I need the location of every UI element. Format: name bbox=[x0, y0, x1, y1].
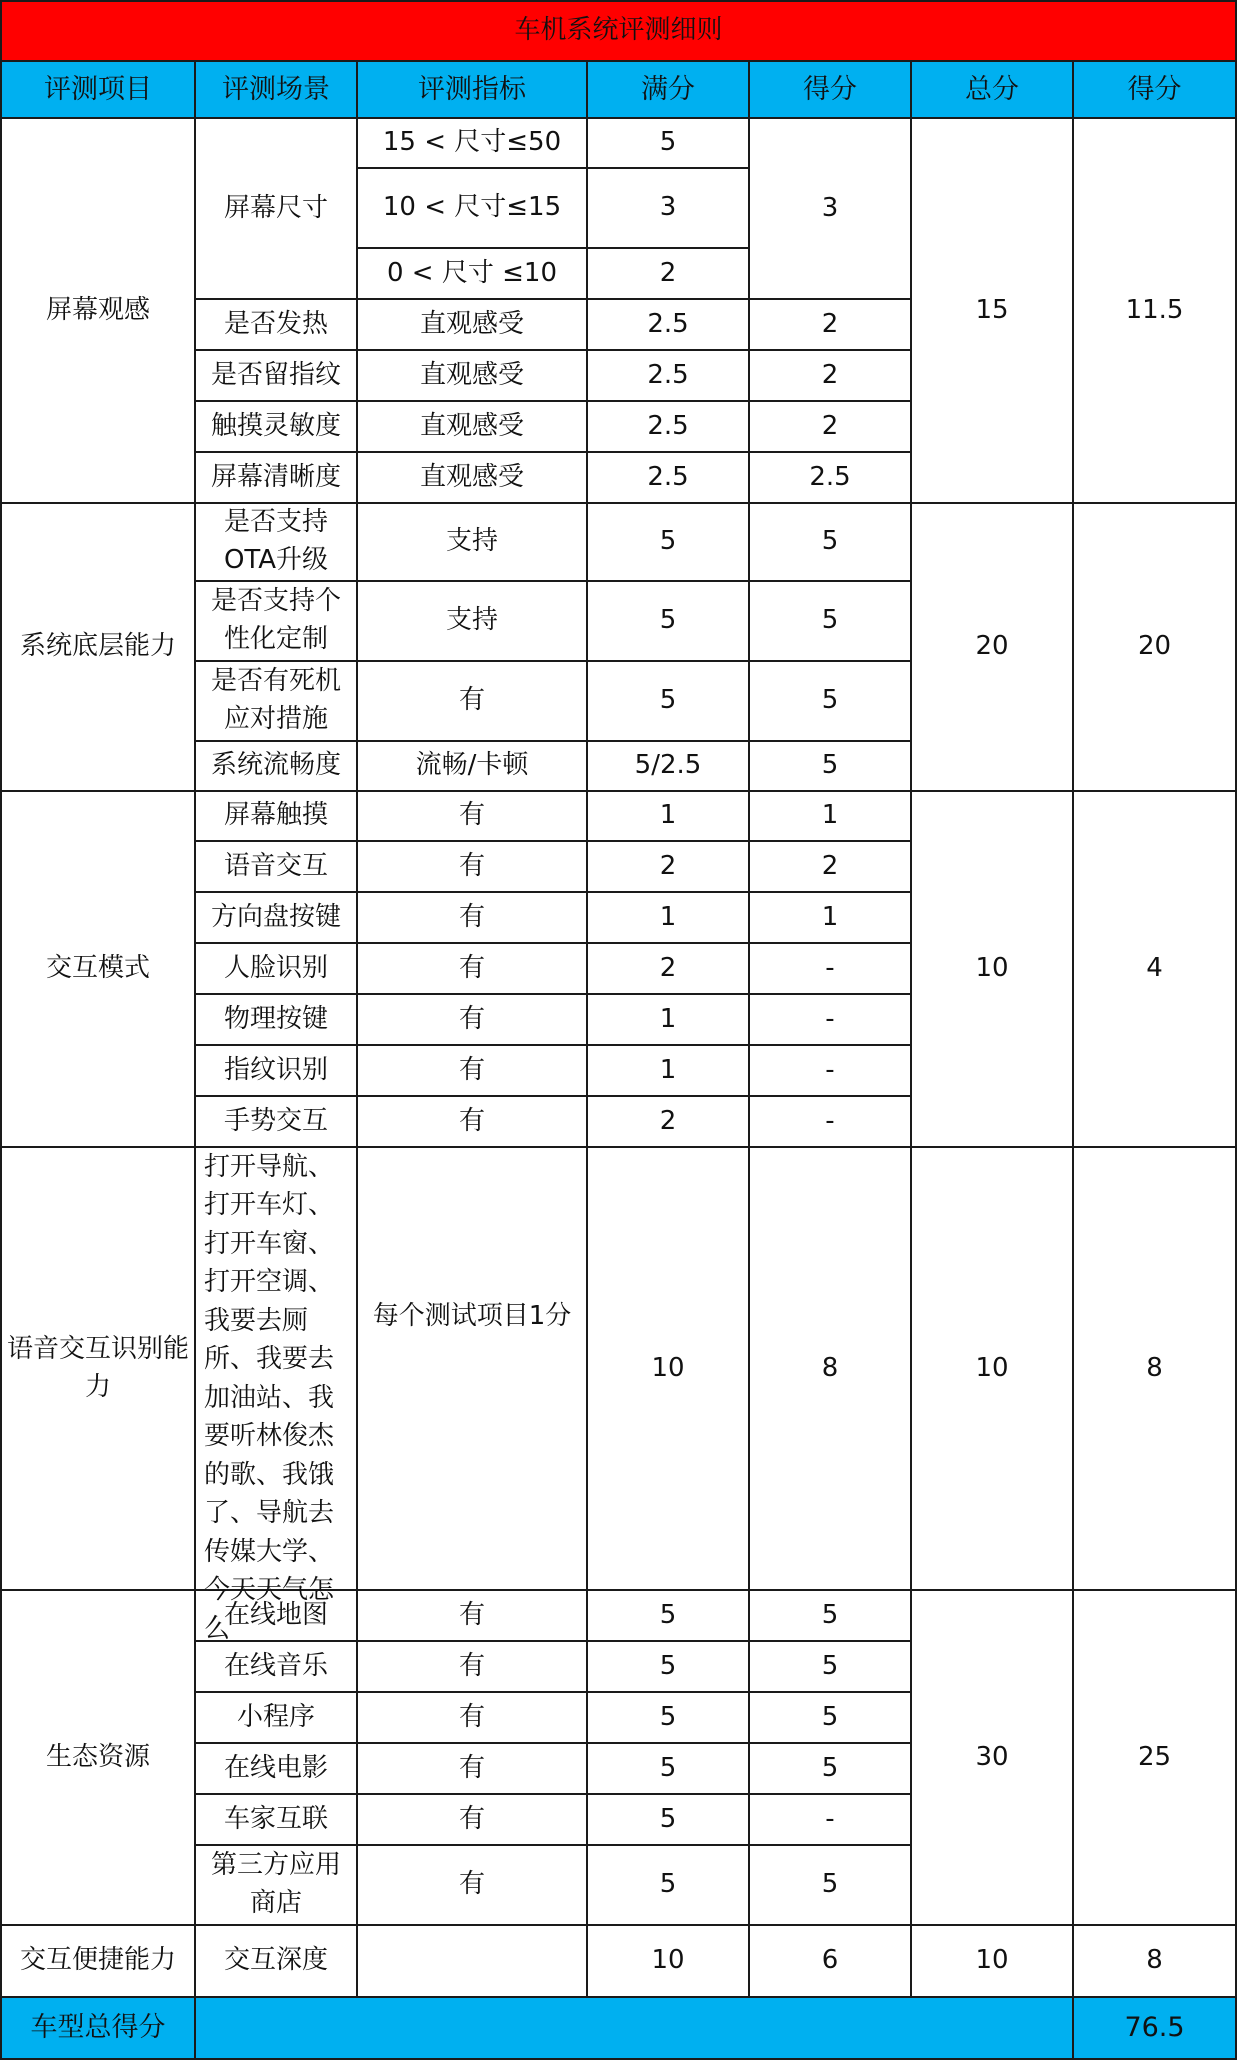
header-cell: 评测项目 bbox=[1, 61, 195, 118]
indicator-cell: 有 bbox=[357, 1794, 587, 1845]
scene-cell: 方向盘按键 bbox=[195, 892, 357, 943]
score-cell: 5 bbox=[749, 1692, 911, 1743]
total-cell: 10 bbox=[911, 1925, 1073, 1997]
full-score-cell: 1 bbox=[587, 791, 749, 841]
full-score-cell: 5 bbox=[587, 661, 749, 741]
scene-cell: 第三方应用商店 bbox=[195, 1845, 357, 1925]
total-cell: 20 bbox=[911, 503, 1073, 791]
indicator-cell: 流畅/卡顿 bbox=[357, 741, 587, 791]
indicator-cell: 0 < 尺寸 ≤10 bbox=[357, 248, 587, 299]
score-cell: 5 bbox=[749, 1845, 911, 1925]
score-cell: 1 bbox=[749, 892, 911, 943]
total-cell: 10 bbox=[911, 1147, 1073, 1590]
total-cell: 30 bbox=[911, 1590, 1073, 1925]
full-score-cell: 2.5 bbox=[587, 350, 749, 401]
full-score-cell: 10 bbox=[587, 1147, 749, 1590]
indicator-cell: 支持 bbox=[357, 503, 587, 581]
full-score-cell: 5 bbox=[587, 1845, 749, 1925]
scene-cell: 是否支持个性化定制 bbox=[195, 581, 357, 661]
indicator-cell: 支持 bbox=[357, 581, 587, 661]
header-cell: 总分 bbox=[911, 61, 1073, 118]
full-score-cell: 3 bbox=[587, 168, 749, 248]
scene-cell: 系统流畅度 bbox=[195, 741, 357, 791]
score-cell: - bbox=[749, 943, 911, 994]
item-cell: 语音交互识别能力 bbox=[1, 1147, 195, 1590]
table-row bbox=[1, 791, 1236, 841]
indicator-cell: 有 bbox=[357, 1590, 587, 1641]
scene-cell: 语音交互 bbox=[195, 841, 357, 892]
scene-cell: 是否发热 bbox=[195, 299, 357, 350]
scene-cell: 交互深度 bbox=[195, 1925, 357, 1997]
full-score-cell: 1 bbox=[587, 994, 749, 1045]
item-cell: 系统底层能力 bbox=[1, 503, 195, 791]
scene-cell: 触摸灵敏度 bbox=[195, 401, 357, 452]
indicator-cell: 直观感受 bbox=[357, 299, 587, 350]
table-row bbox=[1, 1925, 1236, 1997]
score-cell: 8 bbox=[749, 1147, 911, 1590]
header-cell: 得分 bbox=[1073, 61, 1236, 118]
total-cell: 15 bbox=[911, 118, 1073, 503]
full-score-cell: 5 bbox=[587, 1692, 749, 1743]
scene-cell: 屏幕清晰度 bbox=[195, 452, 357, 503]
score-cell: 5 bbox=[749, 661, 911, 741]
score-cell: 5 bbox=[749, 581, 911, 661]
table-row bbox=[1, 118, 1236, 168]
full-score-cell: 2 bbox=[587, 248, 749, 299]
item-cell: 屏幕观感 bbox=[1, 118, 195, 503]
full-score-cell: 5 bbox=[587, 1794, 749, 1845]
table-row bbox=[1, 1147, 1236, 1590]
full-score-cell: 5 bbox=[587, 581, 749, 661]
full-score-cell: 2.5 bbox=[587, 299, 749, 350]
indicator-cell: 有 bbox=[357, 943, 587, 994]
indicator-cell: 15 < 尺寸≤50 bbox=[357, 118, 587, 168]
score-cell: 2 bbox=[749, 299, 911, 350]
full-score-cell: 2.5 bbox=[587, 452, 749, 503]
full-score-cell: 2 bbox=[587, 1096, 749, 1147]
indicator-cell: 有 bbox=[357, 1743, 587, 1794]
footer-total: 76.5 bbox=[1073, 1997, 1236, 2059]
score-cell: 1 bbox=[749, 791, 911, 841]
header-cell: 评测指标 bbox=[357, 61, 587, 118]
scene-cell: 在线音乐 bbox=[195, 1641, 357, 1692]
scene-cell: 是否有死机应对措施 bbox=[195, 661, 357, 741]
indicator-cell: 有 bbox=[357, 994, 587, 1045]
score-cell: 5 bbox=[749, 503, 911, 581]
item-cell: 交互模式 bbox=[1, 791, 195, 1147]
full-score-cell: 2 bbox=[587, 841, 749, 892]
voice-scene-text: 打开导航、打开车灯、打开车窗、打开空调、我要去厕所、我要去加油站、我要听林俊杰的歌、我饿了、导航去传媒大学、今天天气怎么 bbox=[204, 1152, 335, 1644]
item-cell: 交互便捷能力 bbox=[1, 1925, 195, 1997]
indicator-cell: 直观感受 bbox=[357, 350, 587, 401]
full-score-cell: 5/2.5 bbox=[587, 741, 749, 791]
indicator-cell bbox=[357, 1925, 587, 1997]
score-cell: 3 bbox=[749, 118, 911, 299]
full-score-cell: 5 bbox=[587, 1743, 749, 1794]
indicator-cell: 有 bbox=[357, 1845, 587, 1925]
score-cell: 5 bbox=[749, 1641, 911, 1692]
scene-cell: 在线电影 bbox=[195, 1743, 357, 1794]
table-title: 车机系统评测细则 bbox=[1, 1, 1236, 61]
score-cell: - bbox=[749, 1045, 911, 1096]
indicator-cell: 有 bbox=[357, 1096, 587, 1147]
indicator-cell: 有 bbox=[357, 1641, 587, 1692]
scene-cell: 是否支持OTA升级 bbox=[195, 503, 357, 581]
footer-label: 车型总得分 bbox=[1, 1997, 195, 2059]
score-cell: - bbox=[749, 1096, 911, 1147]
table-row bbox=[1, 1590, 1236, 1641]
scene-cell: 是否留指纹 bbox=[195, 350, 357, 401]
full-score-cell: 5 bbox=[587, 503, 749, 581]
indicator-cell: 直观感受 bbox=[357, 401, 587, 452]
total-score-cell: 8 bbox=[1073, 1925, 1236, 1997]
full-score-cell: 10 bbox=[587, 1925, 749, 1997]
scene-cell: 车家互联 bbox=[195, 1794, 357, 1845]
indicator-cell: 有 bbox=[357, 892, 587, 943]
total-score-cell: 25 bbox=[1073, 1590, 1236, 1925]
indicator-cell: 直观感受 bbox=[357, 452, 587, 503]
indicator-cell: 有 bbox=[357, 1045, 587, 1096]
full-score-cell: 5 bbox=[587, 118, 749, 168]
full-score-cell: 5 bbox=[587, 1641, 749, 1692]
score-cell: 5 bbox=[749, 741, 911, 791]
scene-cell: 屏幕触摸 bbox=[195, 791, 357, 841]
header-cell: 评测场景 bbox=[195, 61, 357, 118]
scene-cell: 屏幕尺寸 bbox=[195, 118, 357, 299]
scene-cell: 小程序 bbox=[195, 1692, 357, 1743]
full-score-cell: 2 bbox=[587, 943, 749, 994]
total-score-cell: 11.5 bbox=[1073, 118, 1236, 503]
total-score-cell: 8 bbox=[1073, 1147, 1236, 1590]
scene-cell: 物理按键 bbox=[195, 994, 357, 1045]
indicator-cell: 有 bbox=[357, 841, 587, 892]
score-cell: 5 bbox=[749, 1743, 911, 1794]
total-score-cell: 20 bbox=[1073, 503, 1236, 791]
score-cell: - bbox=[749, 994, 911, 1045]
header-cell: 得分 bbox=[749, 61, 911, 118]
total-cell: 10 bbox=[911, 791, 1073, 1147]
score-cell: 2 bbox=[749, 350, 911, 401]
scene-cell: 指纹识别 bbox=[195, 1045, 357, 1096]
scene-cell: 人脸识别 bbox=[195, 943, 357, 994]
indicator-cell: 每个测试项目1分 bbox=[357, 1147, 587, 1590]
score-cell: 2 bbox=[749, 841, 911, 892]
full-score-cell: 5 bbox=[587, 1590, 749, 1641]
indicator-cell: 有 bbox=[357, 661, 587, 741]
indicator-cell: 有 bbox=[357, 1692, 587, 1743]
indicator-cell: 10 < 尺寸≤15 bbox=[357, 168, 587, 248]
scene-cell: 在线地图 bbox=[195, 1590, 357, 1641]
score-cell: 2 bbox=[749, 401, 911, 452]
item-cell: 生态资源 bbox=[1, 1590, 195, 1925]
total-score-cell: 4 bbox=[1073, 791, 1236, 1147]
score-cell: 5 bbox=[749, 1590, 911, 1641]
full-score-cell: 1 bbox=[587, 1045, 749, 1096]
full-score-cell: 1 bbox=[587, 892, 749, 943]
score-cell: - bbox=[749, 1794, 911, 1845]
score-cell: 2.5 bbox=[749, 452, 911, 503]
table-row bbox=[1, 503, 1236, 581]
score-cell: 6 bbox=[749, 1925, 911, 1997]
indicator-cell: 有 bbox=[357, 791, 587, 841]
full-score-cell: 2.5 bbox=[587, 401, 749, 452]
header-cell: 满分 bbox=[587, 61, 749, 118]
scene-cell: 手势交互 bbox=[195, 1096, 357, 1147]
footer-spacer bbox=[195, 1997, 1073, 2059]
